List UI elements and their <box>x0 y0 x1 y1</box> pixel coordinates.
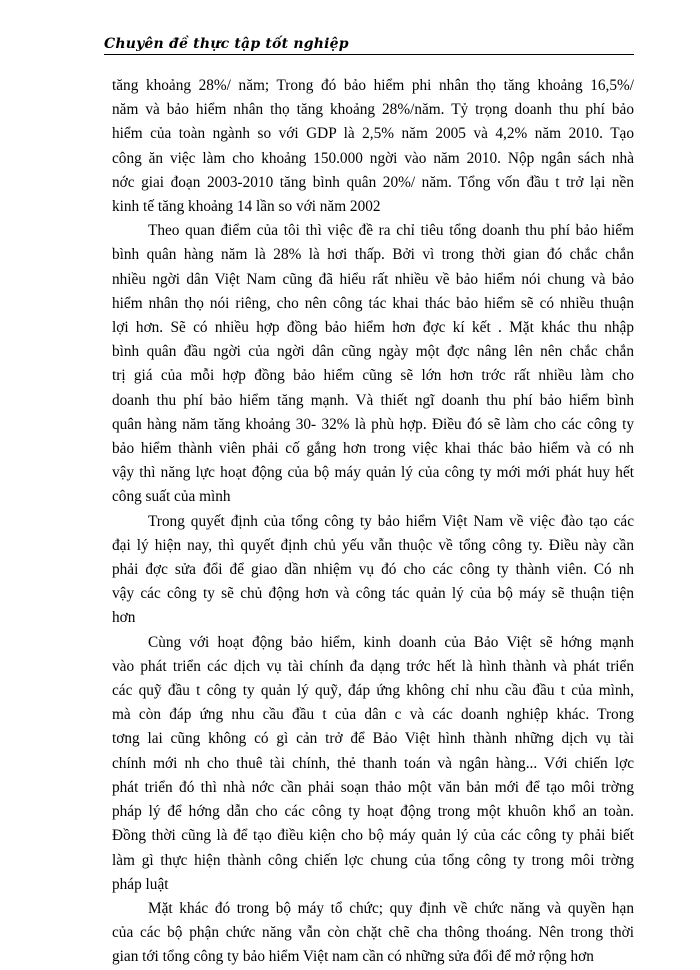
text-line: nhiều ngời dân Việt Nam cũng đã hiểu rất nhiều về bảo hiểm nói chung và bảo <box>112 270 634 288</box>
text-line: gian tới tổng công ty bảo hiểm Việt nam cần có những sửa đổi để mở rộng hơn <box>112 948 594 966</box>
paragraph <box>112 74 634 219</box>
text-line: công ăn việc làm cho khoảng 150.000 ngời vào năm 2010. Nộp ngân sách nhà <box>112 149 634 167</box>
text-line: của các bộ phận chức năng vẫn còn chặt chẽ cha thông thoáng. Nên trong thời <box>112 924 634 942</box>
paragraph <box>112 219 634 509</box>
text-line: tăng khoảng 28%/ năm; Trong đó bảo hiểm phi nhân thọ tăng khoảng 16,5%/ <box>112 77 634 94</box>
text-line: pháp lý để hớng dẫn cho các công ty hoạt động trong một khuôn khổ an toàn. <box>112 803 634 821</box>
text-line: làm gì thực hiện thành công chiến lợc chung của tổng công ty trong môi trờng <box>112 851 634 869</box>
text-line: lợi hơn. Sẽ có nhiều hợp đồng bảo hiểm hơn đợc kí kết . Mặt khác thu nhập <box>112 319 634 337</box>
text-line: công suất của mình <box>112 488 231 506</box>
text-line: quân hàng năm tăng khoảng 30- 32% là phù hợp. Điều đó sẽ làm cho các công ty <box>112 415 634 433</box>
text-line: phải đợc sửa đổi để giao dần nhiệm vụ đó cho các công ty thành viên. Có nh <box>112 561 634 579</box>
text-line: Đồng thời cũng là để tạo điều kiện cho bộ máy quản lý của các công ty phải biết <box>112 827 634 845</box>
text-line: hiểm nhân thọ nói riêng, cho nên công tác khai thác bảo hiểm sẽ có nhiều thuận <box>112 294 634 312</box>
document-body <box>112 74 634 970</box>
text-line: doanh thu phí bảo hiểm tăng mạnh. Và thiết ngĩ doanh thu phí bảo hiểm bình <box>112 391 634 409</box>
text-line: bảo hiểm thành viên phải cố gắng hơn trong việc khai thác bảo hiểm và có nh <box>112 440 634 458</box>
paragraph <box>112 631 634 897</box>
text-line: kinh tế tăng khoảng 14 lần so với năm 2002 <box>112 198 381 216</box>
text-line: vậy các công ty sẽ chủ động hơn và công tác quản lý của bộ máy sẽ thuận tiện <box>112 585 634 603</box>
paragraph <box>112 897 634 970</box>
text-line: năm và bảo hiểm nhân thọ tăng khoảng 28%/năm. Tỷ trọng doanh thu phí bảo <box>112 101 634 119</box>
text-line: Trong quyết định của tổng công ty bảo hiểm Việt Nam về việc đào tạo các <box>148 512 634 530</box>
text-line: vào phát triển các dịch vụ tài chính đa dạng trớc hết là hình thành và phát triển <box>112 657 634 675</box>
text-line: bình quân hàng năm là 28% là hơi thấp. Bởi vì trong thời gian đó chắc chắn <box>112 246 634 264</box>
text-line: trị giá của mỗi hợp đồng bảo hiểm cũng sẽ lớn hơn trớc rất nhiều làm cho <box>112 367 634 385</box>
text-line: bình quân đầu ngời của ngời dân cũng ngày một đợc nâng lên nên chắc chắn <box>112 343 634 361</box>
text-line: Cùng với hoạt động bảo hiểm, kinh doanh của Bảo Việt sẽ hớng mạnh <box>148 633 634 651</box>
text-line: vậy thì năng lực hoạt động của bộ máy quản lý của công ty mới mới phát huy hết <box>112 464 634 482</box>
text-line: mà còn đáp ứng nhu cầu đầu t của dân c và các doanh nghiệp khác. Trong <box>112 706 634 724</box>
text-line: phát triển đó thì nhà nớc cần phải soạn thảo một văn bản mới để tạo môi trờng <box>112 778 634 796</box>
text-line: hơn <box>112 609 136 627</box>
text-line: hiểm của toàn ngành so với GDP là 2,5% năm 2005 và 4,2% năm 2010. Tạo <box>112 125 634 143</box>
text-line: Mặt khác đó trong bộ máy tổ chức; quy định về chức năng và quyền hạn <box>148 899 634 917</box>
text-line: chính mới nh cho thuê tài chính, thẻ thanh toán và ngân hàng... Với chiến lợc <box>112 754 634 772</box>
text-line: các quỹ đầu t công ty quản lý quỹ, đáp ứng không chỉ nhu cầu đầu t của mình, <box>112 682 634 700</box>
paragraph <box>112 510 634 631</box>
text-line: đại lý hiện nay, thì quyết định chủ yếu vẫn thuộc về tổng công ty. Điều này cần <box>112 536 634 554</box>
header-rule <box>104 54 634 55</box>
text-line: tơng lai cũng không có gì cản trở để Bảo Việt hình thành những dịch vụ tài <box>112 730 634 748</box>
text-line: Theo quan điểm của tôi thì việc đề ra chỉ tiêu tổng doanh thu phí bảo hiểm <box>148 222 634 240</box>
text-line: pháp luật <box>112 875 169 893</box>
running-header-title: Chuyên đề thực tập tốt nghiệp <box>104 36 349 52</box>
text-line: nớc giai đoạn 2003-2010 tăng bình quân 20%/ năm. Tổng vốn đầu t trở lại nền <box>112 173 634 191</box>
